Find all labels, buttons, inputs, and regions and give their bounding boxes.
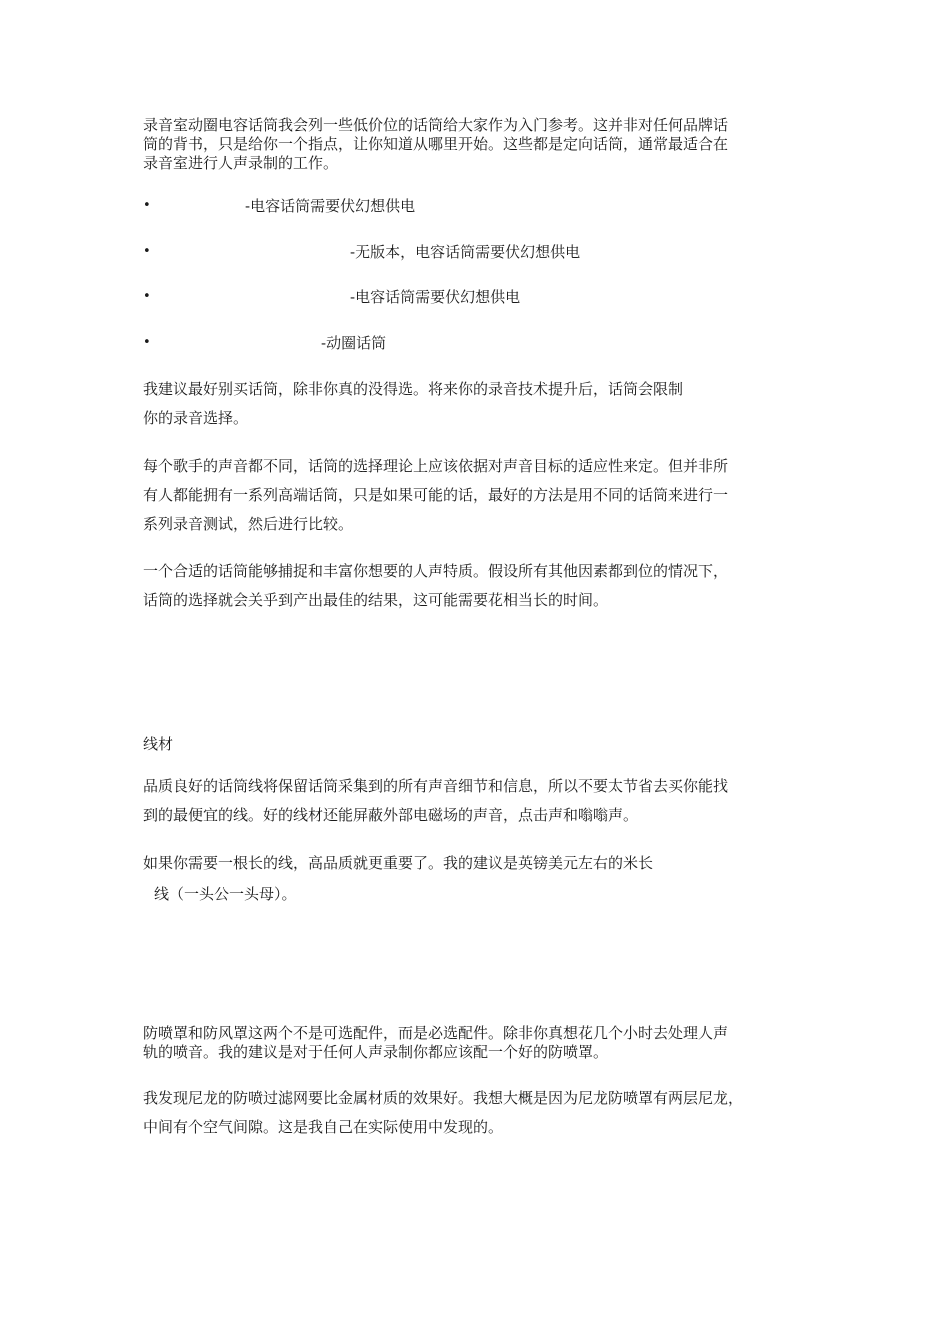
text-line: 一个合适的话筒能够捕捉和丰富你想要的人声特质。假设所有其他因素都到位的情况下， (143, 562, 729, 580)
list-item-text: -动圈话筒 (321, 334, 387, 352)
text-line: 我发现尼龙的防喷过滤网要比金属材质的效果好。我想大概是因为尼龙防喷罩有两层尼龙， (143, 1089, 744, 1107)
popfilter-paragraph (143, 1024, 813, 1062)
nylon-paragraph (143, 1084, 813, 1142)
text-line: 录音室动圈电容话筒我会列一些低价位的话筒给大家作为入门参考。这并非对任何品牌话 (143, 116, 729, 134)
bullet-icon: • (143, 335, 151, 350)
text-line: 系列录音测试，然后进行比较。 (143, 515, 354, 533)
bullet-icon: • (143, 289, 151, 304)
text-line: 到的最便宜的线。好的线材还能屏蔽外部电磁场的声音，点击声和嗡嗡声。 (143, 806, 639, 824)
list-item (143, 242, 813, 262)
list-item-text: -电容话筒需要伏幻想供电 (350, 288, 521, 306)
cable-quality-paragraph (143, 772, 813, 830)
text-line: 有人都能拥有一系列高端话筒，只是如果可能的话，最好的方法是用不同的话筒来进行一 (143, 486, 729, 504)
bullet-icon: • (143, 198, 151, 213)
text-line: 如果你需要一根长的线，高品质就更重要了。我的建议是英镑美元左右的米长 (143, 854, 654, 872)
text-line: 筒的背书，只是给你一个指点，让你知道从哪里开始。这些都是定向话筒，通常最适合在 (143, 135, 729, 153)
text-line: 我建议最好别买话筒，除非你真的没得选。将来你的录音技术提升后，话筒会限制 (143, 380, 684, 398)
text-line: 你的录音选择。 (143, 409, 249, 427)
list-item (143, 333, 813, 353)
text-line: 轨的喷音。我的建议是对于任何人声录制你都应该配一个好的防喷罩。 (143, 1043, 609, 1061)
list-item (143, 196, 813, 216)
bullet-icon: • (143, 244, 151, 259)
text-line: 中间有个空气间隙。这是我自己在实际使用中发现的。 (143, 1118, 504, 1136)
text-line: 防喷罩和防风罩这两个不是可选配件，而是必选配件。除非你真想花几个小时去处理人声 (143, 1024, 729, 1042)
suitable-paragraph (143, 557, 813, 615)
text-line: 录音室进行人声录制的工作。 (143, 154, 339, 172)
singers-paragraph (143, 452, 813, 539)
text-line: 品质良好的话筒线将保留话筒采集到的所有声音细节和信息，所以不要太节省去买你能找 (143, 777, 729, 795)
cable-heading: 线材 (143, 735, 174, 753)
text-line: 话筒的选择就会关乎到产出最佳的结果，这可能需要花相当长的时间。 (143, 591, 609, 609)
text-line: 线（一头公一头母）。 (154, 885, 297, 903)
advice-paragraph (143, 375, 813, 433)
long-cable-paragraph (143, 848, 813, 910)
intro-paragraph (143, 116, 813, 173)
list-item-text: -无版本，电容话筒需要伏幻想供电 (350, 243, 581, 261)
list-item (143, 287, 813, 307)
list-item-text: -电容话筒需要伏幻想供电 (245, 197, 416, 215)
text-line: 每个歌手的声音都不同，话筒的选择理论上应该依据对声音目标的适应性来定。但并非所 (143, 457, 729, 475)
